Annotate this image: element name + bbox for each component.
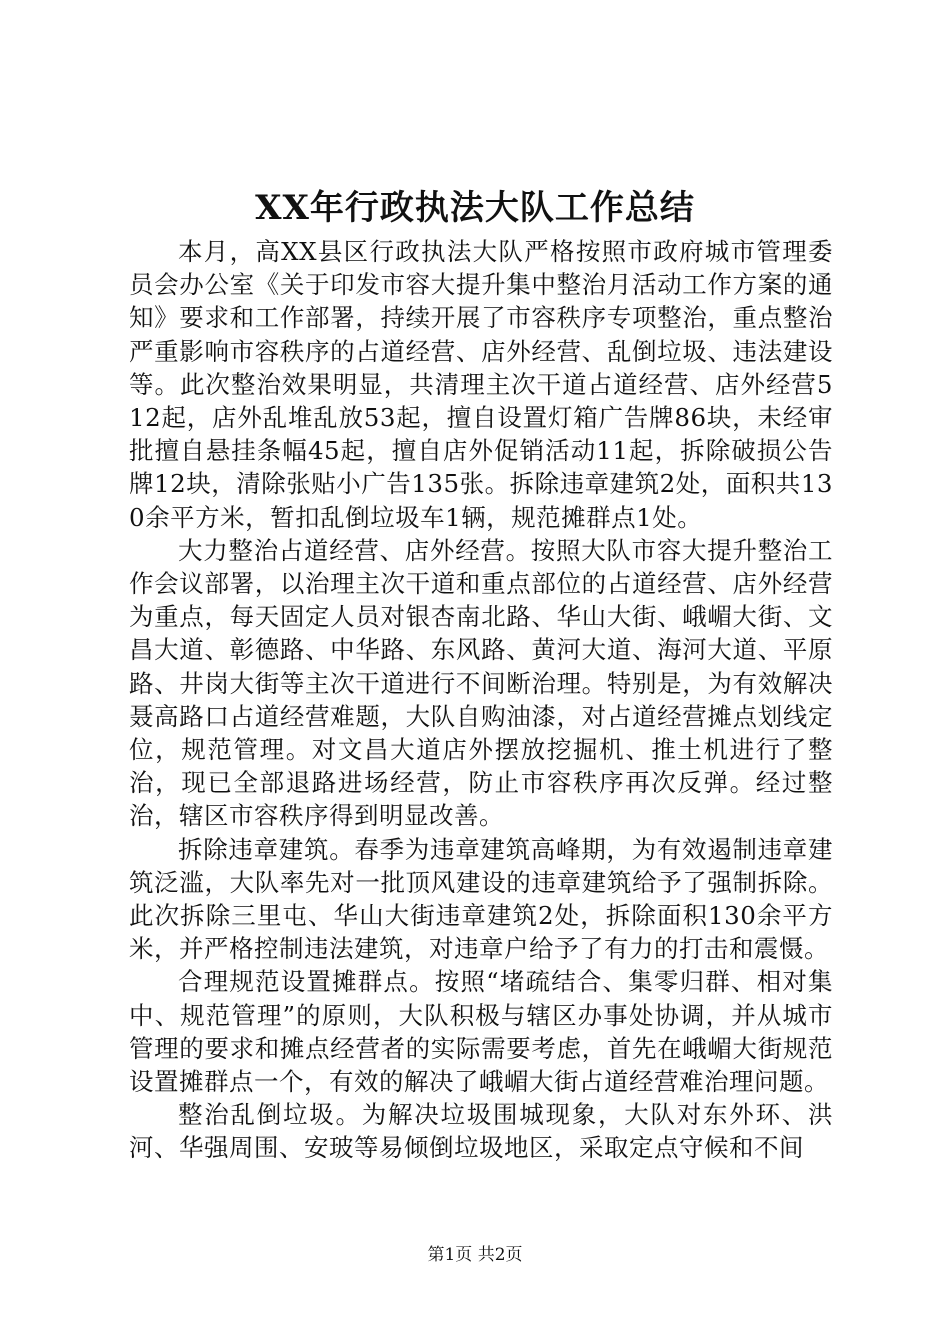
paragraph-garbage-dumping: 整治乱倒垃圾。为解决垃圾围城现象，大队对东外环、洪河、华强周围、安玻等易倾倒垃圾地区，采取定点守候和不间 <box>129 1100 833 1163</box>
paragraph-summary: 本月，高XX县区行政执法大队严格按照市政府城市管理委员会办公室《关于印发市容大提升集中整治月活动工作方案的通知》要求和工作部署，持续开展了市容秩序专项整治，重点整治严重影响市容秩序的占道经营、店外经营、乱倒垃圾、违法建设等。此次整治效果明显，共清理主次干道占道经营、店外经营512起，店外乱堆乱放53起，擅自设置灯箱广告牌86块，未经审批擅自悬挂条幅45起，擅自店外促销活动11起，拆除破损公告牌12块，清除张贴小广告135张。拆除违章建筑2处，面积共130余平方米，暂扣乱倒垃圾车1辆，规范摊群点1处。 <box>129 237 833 532</box>
document-title: XX年行政执法大队工作总结 <box>255 188 695 228</box>
document-body <box>129 235 833 1165</box>
paragraph-vendor-clusters: 合理规范设置摊群点。按照“堵疏结合、集零归群、相对集中、规范管理”的原则，大队积极与辖区办事处协调，并从城市管理的要求和摊点经营者的实际需要考虑，首先在峨嵋大街规范设置摊群点一个，有效的解决了峨嵋大街占道经营难治理问题。 <box>129 967 833 1097</box>
paragraph-road-occupation: 大力整治占道经营、店外经营。按照大队市容大提升整治工作会议部署，以治理主次干道和重点部位的占道经营、店外经营为重点，每天固定人员对银杏南北路、华山大街、峨嵋大街、文昌大道、彰德路、中华路、东风路、黄河大道、海河大道、平原路、井岗大街等主次干道进行不间断治理。特别是，为有效解决聂高路口占道经营难题，大队自购油漆，对占道经营摊点划线定位，规范管理。对文昌大道店外摆放挖掘机、推土机进行了整治，现已全部退路进场经营，防止市容秩序再次反弹。经过整治，辖区市容秩序得到明显改善。 <box>129 535 833 831</box>
paragraph-illegal-buildings: 拆除违章建筑。春季为违章建筑高峰期，为有效遏制违章建筑泛滥，大队率先对一批顶风建设的违章建筑给予了强制拆除。此次拆除三里屯、华山大街违章建筑2处，拆除面积130余平方米，并严格控制违法建筑，对违章户给予了有力的打击和震慑。 <box>129 834 833 964</box>
page-number-footer: 第1页 共2页 <box>427 1245 523 1265</box>
